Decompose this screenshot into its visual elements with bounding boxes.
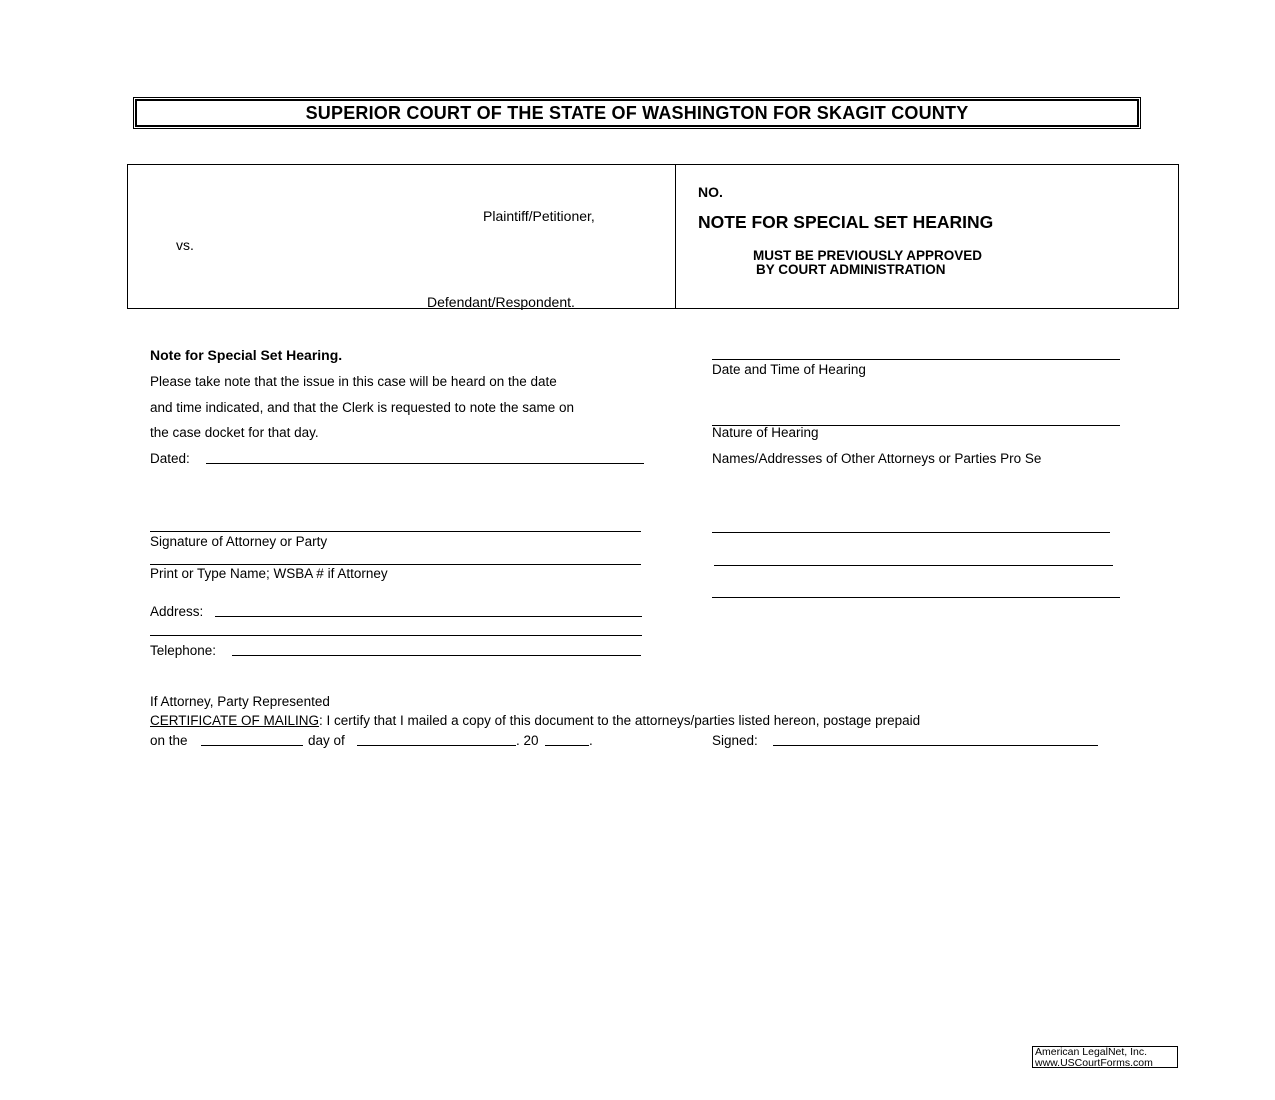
address-label: Address: [150, 604, 204, 619]
certificate-text: : I certify that I mailed a copy of this document to the attorneys/parties listed hereon, postage prepaid [319, 713, 921, 728]
nature-label: Nature of Hearing [712, 425, 819, 440]
names-addresses-line-3[interactable] [712, 597, 1120, 598]
paragraph-line-2: and time indicated, and that the Clerk is requested to note the same on [150, 400, 575, 415]
names-addresses-line-1[interactable] [712, 532, 1110, 533]
caption-divider [675, 165, 676, 308]
names-addresses-line-2[interactable] [714, 565, 1113, 566]
dated-label: Dated: [150, 451, 190, 466]
court-title: SUPERIOR COURT OF THE STATE OF WASHINGTON FOR SKAGIT COUNTY [305, 102, 969, 123]
case-no-label: NO. [698, 184, 723, 200]
paragraph-line-3: the case docket for that day. [150, 425, 319, 440]
address-field-line-1[interactable] [215, 616, 642, 617]
signature-label: Signature of Attorney or Party [150, 534, 328, 549]
signed-label: Signed: [712, 733, 758, 748]
year-period: . [589, 733, 593, 748]
plaintiff-label: Plaintiff/Petitioner, [483, 208, 595, 224]
print-name-field-line[interactable] [150, 564, 641, 565]
case-caption [127, 164, 1179, 309]
section-title: Note for Special Set Hearing. [150, 347, 343, 363]
on-the-label: on the [150, 733, 188, 748]
names-addresses-label: Names/Addresses of Other Attorneys or Parties Pro Se [712, 451, 1042, 466]
day-field-line[interactable] [201, 745, 303, 746]
signed-field-line[interactable] [773, 745, 1098, 746]
approval-line-2: BY COURT ADMINISTRATION [756, 262, 946, 277]
paragraph-line-1: Please take note that the issue in this case will be heard on the date [150, 374, 557, 389]
certificate-heading: CERTIFICATE OF MAILING [150, 713, 320, 728]
approval-line-1: MUST BE PREVIOUSLY APPROVED [753, 248, 983, 263]
party-represented-label: If Attorney, Party Represented [150, 694, 330, 709]
publisher-box [1032, 1046, 1178, 1068]
vs-label: vs. [176, 237, 194, 253]
day-of-label: day of [308, 733, 345, 748]
document-title: NOTE FOR SPECIAL SET HEARING [698, 212, 994, 232]
date-time-label: Date and Time of Hearing [712, 362, 866, 377]
court-title-box [135, 99, 1139, 127]
publisher-company: American LegalNet, Inc. [1035, 1046, 1148, 1058]
telephone-label: Telephone: [150, 643, 217, 658]
telephone-field-line[interactable] [232, 655, 641, 656]
address-field-line-2[interactable] [150, 635, 642, 636]
date-time-field-line[interactable] [712, 359, 1120, 360]
defendant-label: Defendant/Respondent. [427, 294, 575, 310]
year-prefix-label: . 20 [516, 733, 539, 748]
month-field-line[interactable] [357, 745, 516, 746]
dated-field-line[interactable] [206, 463, 644, 464]
certificate-line [150, 713, 920, 728]
print-name-label: Print or Type Name; WSBA # if Attorney [150, 566, 388, 581]
year-field-line[interactable] [545, 745, 589, 746]
publisher-website: www.USCourtForms.com [1035, 1057, 1153, 1069]
signature-field-line[interactable] [150, 531, 641, 532]
